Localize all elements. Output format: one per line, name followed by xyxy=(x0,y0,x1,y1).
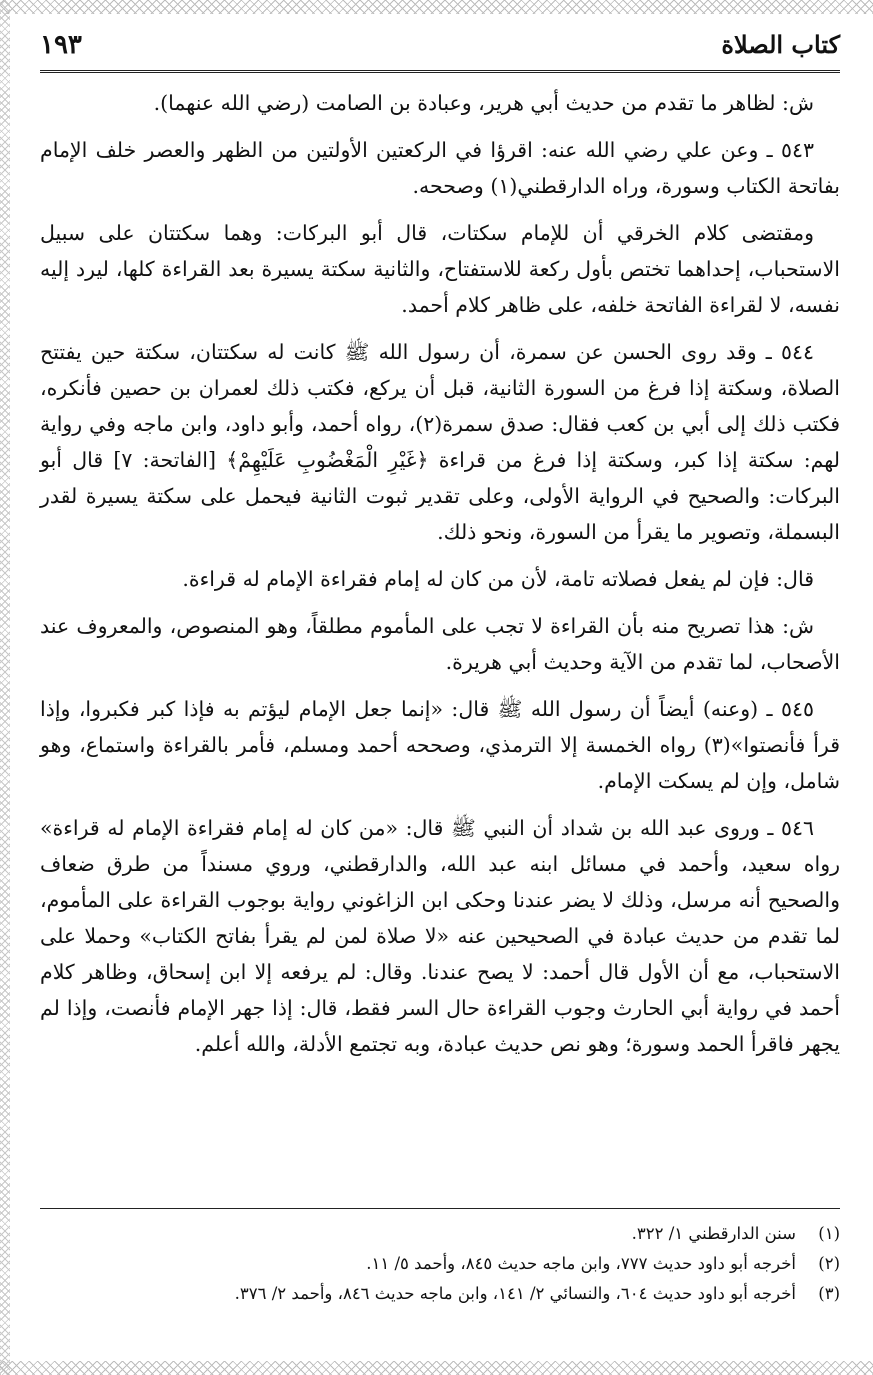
footnote-text: أخرجه أبو داود حديث ٧٧٧، وابن ماجه حديث ٨٤٥، وأحمد ٥/ ١١. xyxy=(366,1254,796,1273)
paragraph: ش: هذا تصريح منه بأن القراءة لا تجب على المأموم مطلقاً، وهو المنصوص، والمعروف عند الأصحاب، لما تقدم من الآية وحديث أبي هريرة. xyxy=(40,614,840,674)
decorative-border-left xyxy=(0,0,10,1375)
paragraph: قال: فإن لم يفعل فصلاته تامة، لأن من كان له إمام فقراءة الإمام له قراءة. xyxy=(182,567,814,591)
paragraph-separator xyxy=(40,327,840,328)
footnote-text: سنن الدارقطني ١/ ٣٢٢. xyxy=(631,1224,796,1243)
paragraph-separator xyxy=(40,125,840,126)
paragraph: ٥٤٥ ـ (وعنه) أيضاً أن رسول الله ﷺ قال: «إنما جعل الإمام ليؤتم به فإذا كبر فكبروا، وإذا قرأ فأنصتوا»(٣) رواه الخمسة إلا الترمذي، وصححه أحمد ومسلم، فأمر بالقراءة واستماع، وهو شامل، وإن لم يسكت الإمام. xyxy=(40,697,840,793)
paragraph-separator xyxy=(40,554,840,555)
footnote xyxy=(40,1279,840,1309)
paragraph: ٥٤٦ ـ وروى عبد الله بن شداد أن النبي ﷺ قال: «من كان له إمام فقراءة الإمام له قراءة» رواه سعيد، وأحمد في مسائل ابنه عبد الله، والدارقطني، وروي مسنداً من طرق ضعاف والصحيح أنه مرسل، وذلك لا يضر عندنا وحكى ابن الزاغوني رواية بوجوب القراءة على المأموم، لما تقدم من حديث عبادة في الصحيحين عنه «لا صلاة لمن لم يقرأ بفاتح الكتاب» وحملا على الاستحباب، مع أن الأول قال أحمد: لا يصح عندنا. وقال: لم يرفعه إلا ابن إسحاق، وظاهر كلام أحمد في رواية أبي الحارث وجوب القراءة حال السر فقط، قال: إذا جهر الإمام فأنصت، وإذا لم يجهر فاقرأ الحمد وسورة؛ وهو نص حديث عبادة، وبه تجتمع الأدلة، والله أعلم. xyxy=(40,816,840,1056)
footnote-text: أخرجه أبو داود حديث ٦٠٤، والنسائي ٢/ ١٤١، وابن ماجه حديث ٨٤٦، وأحمد ٢/ ٣٧٦. xyxy=(234,1284,796,1303)
decorative-border-bottom xyxy=(0,1361,873,1375)
paragraph: ومقتضى كلام الخرقي أن للإمام سكتات، قال أبو البركات: وهما سكتتان على سبيل الاستحباب، إحداهما تختص بأول ركعة للاستفتاح، والثانية سكتة يسيرة بعد القراءة كلها، ليرد إليه نفسه، لا لقراءة الفاتحة خلفه، على ظاهر كلام أحمد. xyxy=(40,221,840,317)
paragraph: ٥٤٣ ـ وعن علي رضي الله عنه: اقرؤا في الركعتين الأولتين من الظهر والعصر خلف الإمام بفاتحة الكتاب وسورة، وراه الدارقطني(١) وصححه. xyxy=(40,138,840,198)
chapter-title: كتاب الصلاة xyxy=(721,30,840,59)
page-body xyxy=(40,85,840,1062)
paragraph-separator xyxy=(40,208,840,209)
paragraph-separator xyxy=(40,684,840,685)
footnotes-section xyxy=(40,1208,840,1309)
paragraph-separator xyxy=(40,601,840,602)
footnote-number: (١) xyxy=(818,1224,840,1243)
footnote-number: (٢) xyxy=(818,1254,840,1273)
paragraph-separator xyxy=(40,803,840,804)
book-page xyxy=(40,30,840,1066)
footnote xyxy=(40,1219,840,1249)
footnote-number: (٣) xyxy=(818,1284,840,1303)
footnote xyxy=(40,1249,840,1279)
paragraph: ٥٤٤ ـ وقد روى الحسن عن سمرة، أن رسول الله ﷺ كانت له سكتتان، سكتة حين يفتتح الصلاة، وسكتة إذا فرغ من السورة الثانية، قبل أن يركع، فكتب ذلك لعمران بن حصين فأنكره، فكتب ذلك إلى أبي بن كعب فقال: صدق سمرة(٢)، رواه أحمد، وأبو داود، وابن ماجه وفي رواية لهم: سكتة إذا كبر، وسكتة إذا فرغ من قراءة ﴿غَيْرِ الْمَغْضُوبِ عَلَيْهِمْ﴾ [الفاتحة: ٧] قال أبو البركات: والصحيح في الرواية الأولى، وعلى تقدير ثبوت الثانية فيحمل على سكتة يسيرة لقدر البسملة، وتصوير ما يقرأ من السورة، ونحو ذلك. xyxy=(40,340,841,544)
decorative-border-top xyxy=(0,0,873,14)
paragraph: ش: لظاهر ما تقدم من حديث أبي هرير، وعبادة بن الصامت (رضي الله عنهما). xyxy=(153,91,814,115)
page-header xyxy=(40,30,840,73)
page-number: ١٩٣ xyxy=(40,30,82,60)
